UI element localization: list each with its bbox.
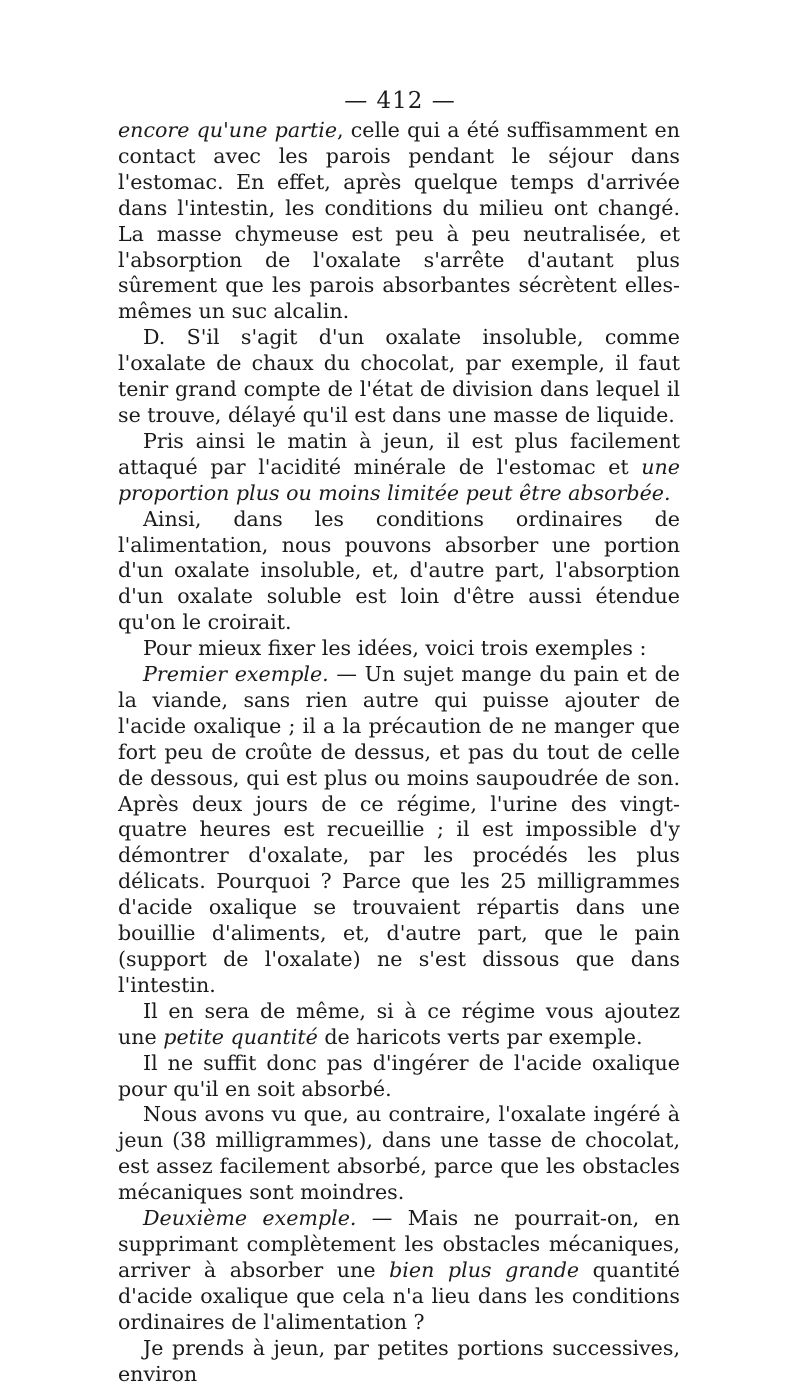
italic-text: Premier exemple. [143, 662, 329, 687]
paragraph [118, 636, 680, 662]
page-number: — 412 — [344, 88, 456, 114]
italic-text: Deuxième exemple. [143, 1206, 357, 1231]
paragraph [118, 1336, 680, 1387]
italic-text: une proportion plus ou moins limitée peut être absorbée. [118, 454, 680, 505]
text-run: Nous avons vu que, au contraire, l'oxalate ingéré à jeun (38 milligrammes), dans une tasse de chocolat, est assez facilement absorbé, parce que les obstacles mécaniques sont moindres. [118, 1102, 680, 1205]
text-run: D. S'il s'agit d'un oxalate insoluble, comme l'oxalate de chaux du chocolat, par exemple, il faut tenir grand compte de l'état de division dans lequel il se trouve, délayé qu'il est dans une masse de liquide. [118, 325, 680, 427]
text-run: quantité d'acide oxalique que cela n'a lieu dans les conditions ordinaires de l'alimentation ? [118, 1257, 680, 1334]
text-run: Pris ainsi le matin à jeun, il est plus facilement attaqué par l'acidité minérale de l'estomac et [118, 428, 680, 479]
text-run: — Mais ne pourrait-on, en supprimant complètement les obstacles mécaniques, arriver à absorber une [118, 1206, 680, 1282]
text-run: Ainsi, dans les conditions ordinaires de l'alimentation, nous pouvons absorber une portion d'un oxalate insoluble, et, d'autre part, l'absorption d'un oxalate soluble est loin d'être aussi étendue qu'on le croirait. [118, 506, 680, 635]
text-run: — Un sujet mange du pain et de la viande, sans rien autre qui puisse ajouter de l'acide oxalique ; il a la précaution de ne manger que fort peu de croûte de dessus, et pas du tout de celle de dessous, qui est plus ou moins saupoudrée de son. Après deux jours de ce régime, l'urine des vingt-quatre heures est recueillie ; il est impossible d'y démontrer d'oxalate, par les procédés les plus délicats. Pourquoi ? Parce que les 25 milligrammes d'acide oxalique se trouvaient répartis dans une bouillie d'aliments, et, d'autre part, que le pain (support de l'oxalate) ne s'est dissous que dans l'intestin. [118, 662, 680, 997]
text-run: Pour mieux fixer les idées, voici trois exemples : [143, 636, 647, 661]
paragraph [118, 1051, 680, 1103]
paragraph [118, 429, 680, 507]
text-run: Je prends à jeun, par petites portions successives, environ [118, 1335, 680, 1386]
paragraph [118, 662, 680, 999]
paragraph [118, 1102, 680, 1206]
italic-text: encore qu'une partie [118, 118, 338, 142]
body-text [118, 118, 680, 1387]
text-run: de haricots verts par exemple. [317, 1024, 643, 1049]
text-run: , celle qui a été suffisamment en contact avec les parois pendant le séjour dans l'estomac. En effet, après quelque temps d'arrivée dans l'intestin, les conditions du milieu ont changé. La masse chymeuse est peu à peu neutralisée, et l'absorption de l'oxalate s'arrête d'autant plus sûrement que les parois absorbantes sécrètent elles-mêmes un suc alcalin. [118, 118, 680, 324]
paragraph [118, 507, 680, 637]
text-run: Il ne suffit donc pas d'ingérer de l'acide oxalique pour qu'il en soit absorbé. [118, 1050, 680, 1101]
paragraph [118, 325, 680, 429]
italic-text: bien plus grande [389, 1257, 580, 1282]
italic-text: petite quantité [163, 1024, 318, 1049]
paragraph [118, 999, 680, 1051]
paragraph [118, 118, 680, 325]
paragraph [118, 1206, 680, 1336]
text-run: Il en sera de même, si à ce régime vous ajoutez une [118, 998, 680, 1049]
